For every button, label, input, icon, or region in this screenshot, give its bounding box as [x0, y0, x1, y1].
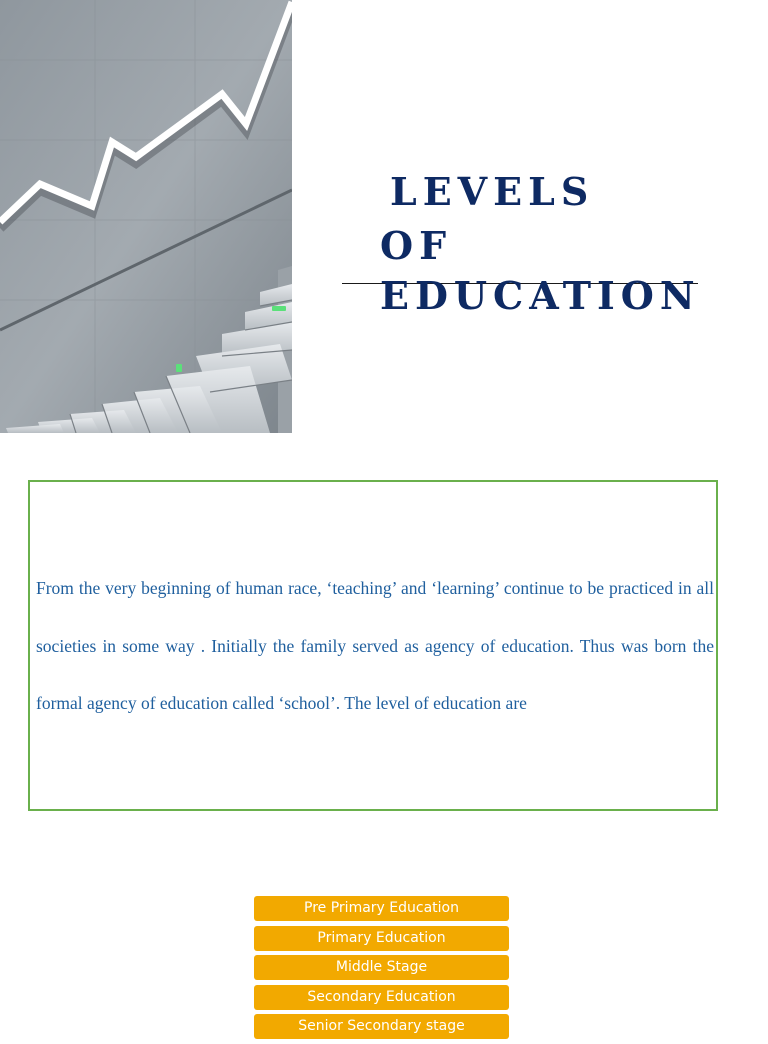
intro-text-box [28, 480, 718, 811]
title-line-of: OF [380, 223, 453, 268]
title-line-education: EDUCATION [380, 273, 701, 318]
intro-paragraph: From the very beginning of human race, ‘teaching’ and ‘learning’ continue to be practiced in all societies in some way . Initially the family served as agency of education. Thus was born the formal agency of education called ‘school’. The level of education are [36, 578, 714, 713]
title-line-levels: LEVELS [390, 169, 595, 214]
education-levels-list [254, 896, 509, 1044]
level-item-senior-secondary: Senior Secondary stage [254, 1014, 509, 1039]
level-item-secondary: Secondary Education [254, 985, 509, 1010]
level-item-middle-stage: Middle Stage [254, 955, 509, 980]
level-item-pre-primary: Pre Primary Education [254, 896, 509, 921]
level-item-primary: Primary Education [254, 926, 509, 951]
hero-stairs-graph-image [0, 0, 292, 433]
